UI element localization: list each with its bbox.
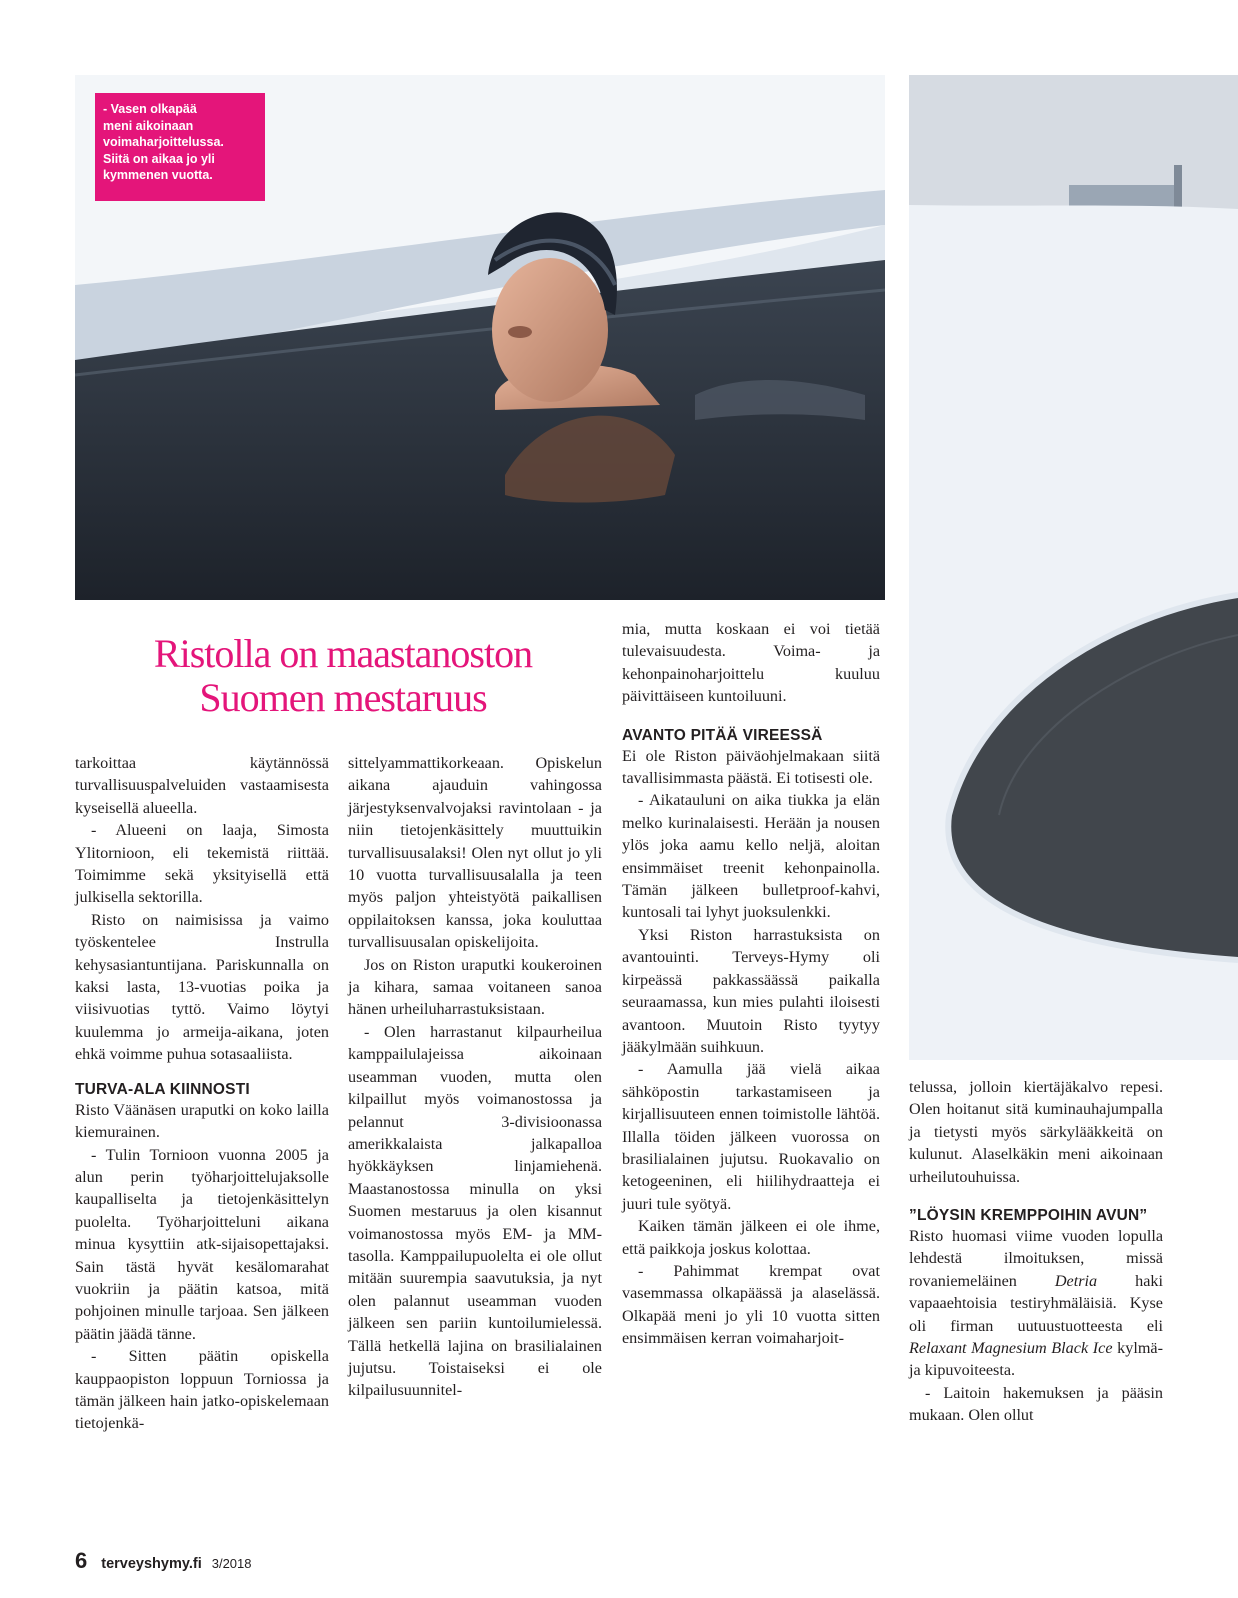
product-name: Relaxant Magnesium Black Ice: [909, 1339, 1113, 1358]
paragraph: - Alueeni on laaja, Simosta Ylitornioon, eli tekemistä riittää. Toimimme sekä yksityisellä että julkisella sektorilla.: [75, 821, 329, 907]
photo-caption: [95, 93, 265, 201]
paragraph: Kaiken tämän jälkeen ei ole ihme, että paikkoja joskus kolottaa.: [622, 1217, 880, 1258]
paragraph: - Tulin Tornioon vuonna 2005 ja alun perin työharjoittelujaksolle kaupalliselta ja tietojenkäsittelyn puolelta. Työharjoitteluni aikana minua kysyttiin atk-sijaisopettajaksi. Sain tästä hyvät kesälomarahat vuokriin ja päätin katsoa, mitä pohjoinen minulle tarjoaa. Sen jälkeen päätin jäädä tänne.: [75, 1145, 329, 1343]
paragraph: Ei ole Riston päiväohjelmakaan siitä tavallisimmasta päästä. Ei totisesti ole.: [622, 746, 880, 788]
paragraph: Risto on naimisissa ja vaimo työskentelee Instrulla kehysasiantuntijana. Pariskunnalla on kaksi lasta, 13-vuotias poika ja viisivuotias tyttö. Vaimo löytyi kuulemma jo armeija-aikana, joten ehkä voimme puhua sotasaaliista.: [75, 910, 329, 1064]
paragraph: - Laitoin hakemuksen ja pääsin mukaan. Olen ollut: [909, 1383, 1163, 1425]
text-column-3: [622, 618, 880, 1350]
paragraph: - Aikatauluni on aika tiukka ja elän melko kurinalaisesti. Herään ja nousen ylös joka aamu kello neljä, aloitan ensimmäiset treenit kehonpainolla. Tämän jälkeen bulletproof-kahvi, kuntosali tai lyhyt juoksulenkki.: [622, 791, 880, 922]
caption-line: Siitä on aikaa jo yli: [103, 151, 215, 166]
caption-line: voimaharjoittelussa.: [103, 135, 224, 149]
paragraph: - Aamulla jää vielä aikaa sähköpostin tarkastamiseen ja kirjallisuuteen ennen toimistolle lähtöä. Illalla töiden jälkeen vuorossa on brasilialainen jujutsu. Ruokavalio on ketogeeninen, eli hiilihydraatteja ei juuri tule syötyä.: [622, 1060, 880, 1213]
title-line: Ristolla on maastanoston: [153, 631, 533, 676]
paragraph: - Sitten päätin opiskella kauppaopiston loppuun Torniossa ja tämän jälkeen hain jatko-opiskelemaan tietojenkä-: [75, 1347, 329, 1433]
paragraph: sittelyammattikorkeaan. Opiskelun aikana ajauduin vahingossa järjestyksenvalvojaksi ravintolaan - ja niin tietojenkäsittely muuttuikin turvallisuusalaksi! Olen nyt ollut jo yli 10 vuotta turvallisuusalalla ja teen myös paljon yhteistyötä paikallisen oppilaitoksen kanssa, joka kouluttaa turvallisuusalan opiskelijoita.: [348, 754, 602, 952]
side-photo: [909, 75, 1238, 1060]
caption-line: kymmenen vuotta.: [103, 168, 213, 182]
site-name: terveyshymy.fi: [101, 1556, 202, 1572]
text-column-1: [75, 752, 329, 1435]
paragraph: Jos on Riston uraputki koukeroinen ja kihara, samaa voitaneen sanoa hänen urheiluharrastuksistaan.: [348, 955, 602, 1019]
page-number: 6: [75, 1548, 88, 1573]
text-column-2: [348, 752, 602, 1402]
paragraph: - Olen harrastanut kilpaurheilua kamppailulajeissa aikoinaan useamman vuoden, mutta olen kilpaillut myös voimanostossa ja pelannut 3-divisioonassa amerikkalaista jalkapalloa hyökkäyksen linjamiehenä. Maastanostossa minulla on yksi Suomen mestaruus ja olen kisannut voimanostossa myös EM- ja MM-tasolla. Kamppailupuolelta ei ole ollut mitään suurempia saavutuksia, ja nyt olen palannut useamman vuoden jälkeen sen pariin kuntoilumielessä. Tällä hetkellä lajina on brasilialainen jujutsu. Toistaiseksi ei ole kilpailusuunnitel-: [348, 1022, 602, 1400]
page-footer: [75, 1548, 252, 1578]
paragraph: - Pahimmat krempat ovat vasemmassa olkapäässä ja alaselässä. Olkapää meni jo yli 10 vuotta sitten ensimmäisen kerran voimaharjoit-: [622, 1261, 880, 1348]
caption-line: meni aikoinaan: [103, 118, 194, 133]
text-run: Risto huomasi viime vuoden lopulla lehdestä ilmoituksen, missä rovaniemeläinen: [909, 1227, 1163, 1290]
paragraph: tarkoittaa käytännössä turvallisuuspalveluiden vastaamisesta kyseisellä alueella.: [75, 754, 329, 817]
issue-number: 3/2018: [211, 1556, 252, 1571]
paragraph: Risto Väänäsen uraputki on koko lailla kiemurainen.: [75, 1100, 329, 1142]
paragraph: Yksi Riston harrastuksista on avantouinti. Terveys-Hymy oli kirpeässä pakkassäässä paikalla seuraamassa, kun mies pulahti iloisesti avantoon. Muutoin Risto tyytyy jääkylmään suihkuun.: [622, 925, 880, 1056]
paragraph: telussa, jolloin kiertäjäkalvo repesi. Olen hoitanut sitä kuminauhajumpalla ja tietysti myös särkylääkkeitä on kulunut. Alaselkäkin meni aikoinaan urheilutouhuissa.: [909, 1078, 1163, 1186]
article-title: [78, 632, 608, 720]
subheading: TURVA-ALA KIINNOSTI: [75, 1080, 250, 1098]
text-column-4: [909, 1076, 1163, 1427]
brand-name: Detria: [1054, 1271, 1098, 1290]
text-run: kylmä- ja kipuvoiteesta.: [909, 1339, 1163, 1380]
subheading: ”LÖYSIN KREMPPOIHIN AVUN”: [909, 1207, 1148, 1225]
caption-line: - Vasen olkapää: [103, 102, 197, 116]
subheading: AVANTO PITÄÄ VIREESSÄ: [622, 726, 823, 744]
paragraph: mia, mutta koskaan ei voi tietää tulevaisuudesta. Voima- ja kehonpainoharjoittelu kuuluu päivittäiseen kuntoiluuni.: [622, 620, 880, 706]
ice-hole-illustration: [909, 75, 1238, 1060]
text-run: haki vapaaehtoisia testiryhmäläisiä. Kyse oli firman uutuustuotteesta eli: [909, 1271, 1163, 1335]
paragraph: [909, 1225, 1163, 1382]
title-line: Suomen mestaruus: [199, 675, 487, 720]
